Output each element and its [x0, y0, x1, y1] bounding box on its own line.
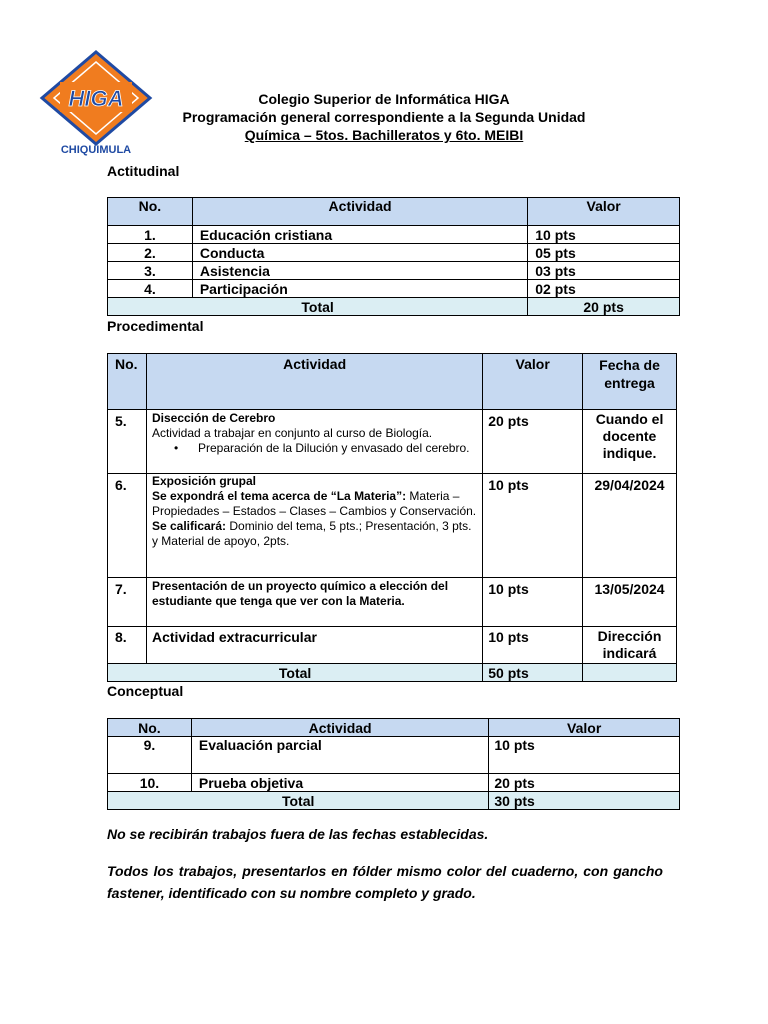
col-header-valor: Valor: [528, 198, 680, 226]
note-deadline: No se recibirán trabajos fuera de las fechas establecidas.: [107, 826, 489, 842]
row-valor: 02 pts: [528, 280, 680, 298]
row-actividad: [146, 474, 482, 578]
col-header-actividad: Actividad: [146, 354, 482, 410]
row-valor: 10 pts: [483, 474, 583, 578]
note-folder: Todos los trabajos, presentarlos en fólder mismo color del cuaderno, con gancho fastener, identificado con su nombre completo y grado.: [107, 863, 663, 901]
section-title-procedimental: Procedimental: [107, 318, 204, 334]
total-label: Total: [108, 664, 483, 682]
col-header-valor: Valor: [483, 354, 583, 410]
table-header-row: [108, 354, 677, 410]
header-line-1: Colegio Superior de Informática HIGA: [258, 91, 510, 107]
total-value: 20 pts: [528, 298, 680, 316]
row-actividad: Evaluación parcial: [191, 737, 489, 774]
bullet-icon: •: [173, 441, 179, 455]
row-no: 2.: [108, 244, 193, 262]
row-valor: 20 pts: [489, 774, 680, 792]
total-value: 30 pts: [489, 792, 680, 810]
col-header-no: No.: [108, 198, 193, 226]
bullet-text: Preparación de la Dilución y envasado del cerebro.: [197, 441, 470, 455]
header-line-3: Química – 5tos. Bachilleratos y 6to. MEIBI: [244, 127, 524, 143]
total-empty: [583, 664, 677, 682]
table-row: [108, 627, 677, 664]
row-valor: 10 pts: [528, 226, 680, 244]
row-no: 6.: [108, 474, 147, 578]
row-no: 9.: [108, 737, 192, 774]
table-procedimental: [107, 353, 677, 682]
activity-line-bold: Se expondrá el tema acerca de “La Materia”:: [151, 489, 407, 503]
col-header-valor: Valor: [489, 719, 680, 737]
row-no: 5.: [108, 410, 147, 474]
table-row: [108, 280, 680, 298]
table-row: [108, 474, 677, 578]
table-row: [108, 262, 680, 280]
table-row: [108, 737, 680, 774]
row-actividad: Participación: [192, 280, 527, 298]
row-no: 10.: [108, 774, 192, 792]
total-value: 50 pts: [483, 664, 583, 682]
activity-line-text: Dominio del tema, 5 pts.; Presentación, 3 pts. y Material de apoyo, 2pts.: [151, 519, 472, 548]
bullet-item: [152, 441, 478, 456]
row-actividad: Asistencia: [192, 262, 527, 280]
row-no: 7.: [108, 578, 147, 627]
table-row: [108, 410, 677, 474]
col-header-no: No.: [108, 719, 192, 737]
row-fecha: Dirección indicará: [583, 627, 677, 664]
col-header-actividad: Actividad: [192, 198, 527, 226]
row-actividad: Educación cristiana: [192, 226, 527, 244]
row-actividad: Presentación de un proyecto químico a elección del estudiante que tenga que ver con la Materia.: [146, 578, 482, 627]
row-no: 1.: [108, 226, 193, 244]
row-valor: 03 pts: [528, 262, 680, 280]
row-actividad: Prueba objetiva: [191, 774, 489, 792]
col-header-actividad: Actividad: [191, 719, 489, 737]
row-fecha: 13/05/2024: [583, 578, 677, 627]
table-row: [108, 244, 680, 262]
col-header-fecha: Fecha de entrega: [583, 354, 677, 410]
total-row: [108, 664, 677, 682]
row-fecha: 29/04/2024: [583, 474, 677, 578]
row-actividad: [146, 410, 482, 474]
logo-city-text: CHIQUIMULA: [60, 144, 132, 156]
row-valor: 10 pts: [483, 578, 583, 627]
row-valor: 10 pts: [489, 737, 680, 774]
table-conceptual: [107, 718, 680, 810]
total-label: Total: [108, 792, 489, 810]
table-row: [108, 774, 680, 792]
activity-title: Exposición grupal: [151, 474, 256, 488]
table-header-row: [108, 198, 680, 226]
row-valor: 10 pts: [483, 627, 583, 664]
total-row: [108, 792, 680, 810]
row-actividad: Conducta: [192, 244, 527, 262]
table-row: [108, 578, 677, 627]
section-title-conceptual: Conceptual: [107, 683, 184, 699]
activity-title: Disección de Cerebro: [151, 411, 276, 425]
row-fecha: Cuando el docente indique.: [583, 410, 677, 474]
activity-line: [152, 519, 478, 549]
table-row: [108, 226, 680, 244]
table-header-row: [108, 719, 680, 737]
total-row: [108, 298, 680, 316]
table-actitudinal: [107, 197, 680, 316]
row-no: 3.: [108, 262, 193, 280]
activity-description: Actividad a trabajar en conjunto al curso de Biología.: [151, 426, 433, 440]
row-valor: 05 pts: [528, 244, 680, 262]
header-line-2: Programación general correspondiente a la Segunda Unidad: [182, 109, 586, 125]
total-label: Total: [108, 298, 528, 316]
row-no: 8.: [108, 627, 147, 664]
row-valor: 20 pts: [483, 410, 583, 474]
section-title-actitudinal: Actitudinal: [107, 163, 180, 179]
col-header-no: No.: [108, 354, 147, 410]
activity-line-text: Materia – Propiedades – Estados – Clases – Cambios y Conservación.: [151, 489, 477, 518]
row-no: 4.: [108, 280, 193, 298]
activity-line-bold: Se calificará:: [151, 519, 227, 533]
row-actividad: Actividad extracurricular: [146, 627, 482, 664]
logo-brand-text: HIGA: [68, 86, 124, 111]
activity-line: [152, 489, 478, 519]
